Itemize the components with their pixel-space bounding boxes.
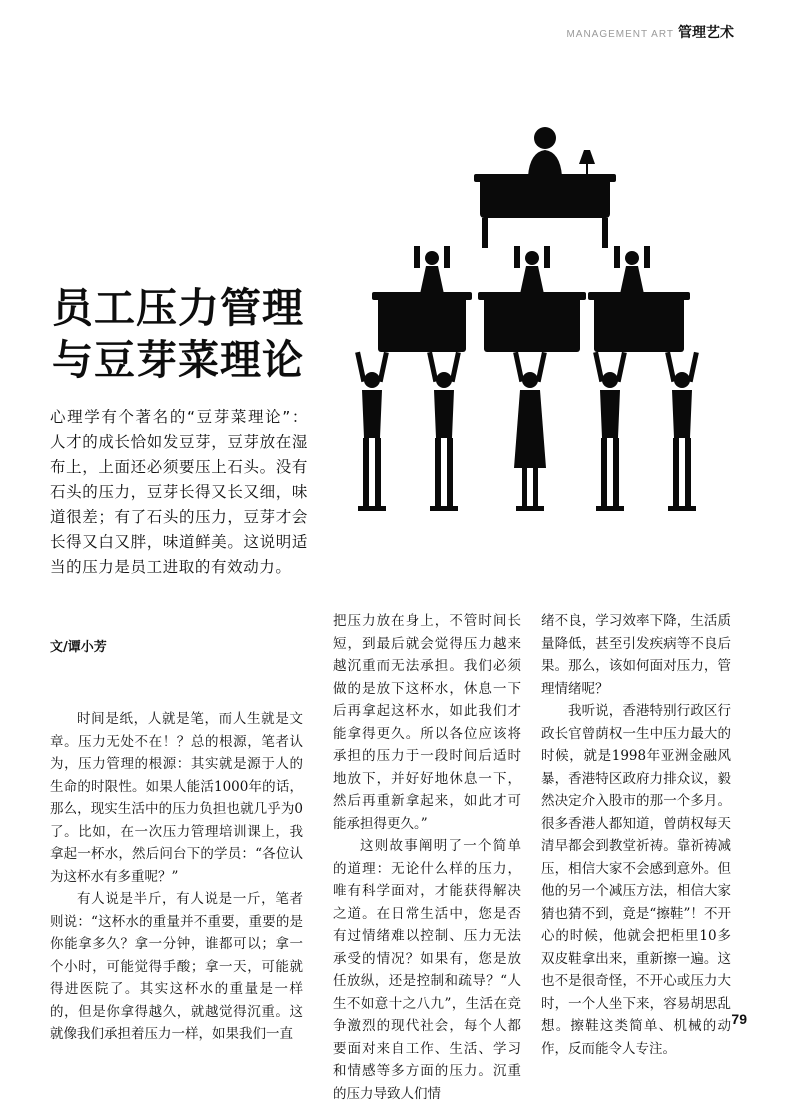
body-paragraph: 我听说，香港特别行政区行政长官曾荫权一生中压力最大的时候，就是1998年亚洲金融风暴，香港特区政府力排众议，毅然决定介入股市的那一个多月。很多香港人都知道，曾荫权每天清早都会到教堂祈祷。靠祈祷减压，相信大家不会感到意外。但他的另一个减压方法，相信大家猜也猜不到，竟是“擦鞋”！不开心的时候，他就会把柜里10多双皮鞋拿出来，重新擦一遍。这也不是很奇怪，不开心或压力大时，一个人坐下来，容易胡思乱想。擦鞋这类简单、机械的动作，反而能令人专注。 [541, 703, 731, 1057]
body-column-2 [333, 610, 521, 1105]
body-paragraph: 绪不良，学习效率下降，生活质量降低，甚至引发疾病等不良后果。那么，该如何面对压力，管理情绪呢？ [541, 613, 731, 697]
page-number: 79 [731, 1011, 747, 1027]
body-paragraph: 把压力放在身上，不管时间长短，到最后就会觉得压力越来越沉重而无法承担。我们必须做的是放下这杯水，休息一下后再拿起这杯水，如此我们才能拿得更久。所以各位应该将承担的压力于一段时间后适时地放下，并好好地休息一下，然后再重新拿起来，如此才可能承担得更久。” [333, 613, 521, 832]
section-label-cn: 管理艺术 [678, 25, 734, 41]
section-label-en: MANAGEMENT ART [566, 29, 674, 40]
pyramid-illustration [332, 118, 732, 538]
body-column-3 [541, 610, 731, 1060]
section-header [566, 22, 734, 42]
body-paragraph: 这则故事阐明了一个简单的道理：无论什么样的压力，唯有科学面对，才能获得解决之道。在日常生活中，您是否有过情绪难以控制、压力无法承受的情况？如果有，您是放任放纵，还是控制和疏导？“人生不如意十之八九”，生活在竞争激烈的现代社会，每个人都要面对来自工作、生活、学习和情感等多方面的压力。沉重的压力导致人们情 [333, 838, 521, 1102]
intro-paragraph: 心理学有个著名的“豆芽菜理论”：人才的成长恰如发豆芽，豆芽放在湿布上，上面还必须要压上石头。没有石头的压力，豆芽长得又长又细，味道很差；有了石头的压力，豆芽才会长得又白又胖，味道鲜美。这说明适当的压力是员工进取的有效动力。 [50, 408, 308, 576]
body-column-1 [50, 708, 303, 1046]
body-paragraph: 有人说是半斤，有人说是一斤，笔者则说：“这杯水的重量并不重要，重要的是你能拿多久？拿一分钟，谁都可以；拿一个小时，可能觉得手酸；拿一天，可能就得进医院了。其实这杯水的重量是一样的，但是你拿得越久，就越觉得沉重。这就像我们承担着压力一样，如果我们一直 [50, 891, 303, 1042]
article-title [52, 282, 304, 386]
title-line-2: 与豆芽菜理论 [52, 336, 304, 384]
author-byline: 文/谭小芳 [50, 640, 107, 655]
body-paragraph: 时间是纸，人就是笔，而人生就是文章。压力无处不在！？总的根源，笔者认为，压力管理的根源：其实就是源于人的生命的时限性。如果人能活1000年的话，那么，现实生活中的压力负担也就几乎为0了。比如，在一次压力管理培训课上，我拿起一杯水，然后问台下的学员：“各位认为这杯水有多重呢？” [50, 711, 303, 885]
title-line-1: 员工压力管理 [52, 284, 304, 332]
